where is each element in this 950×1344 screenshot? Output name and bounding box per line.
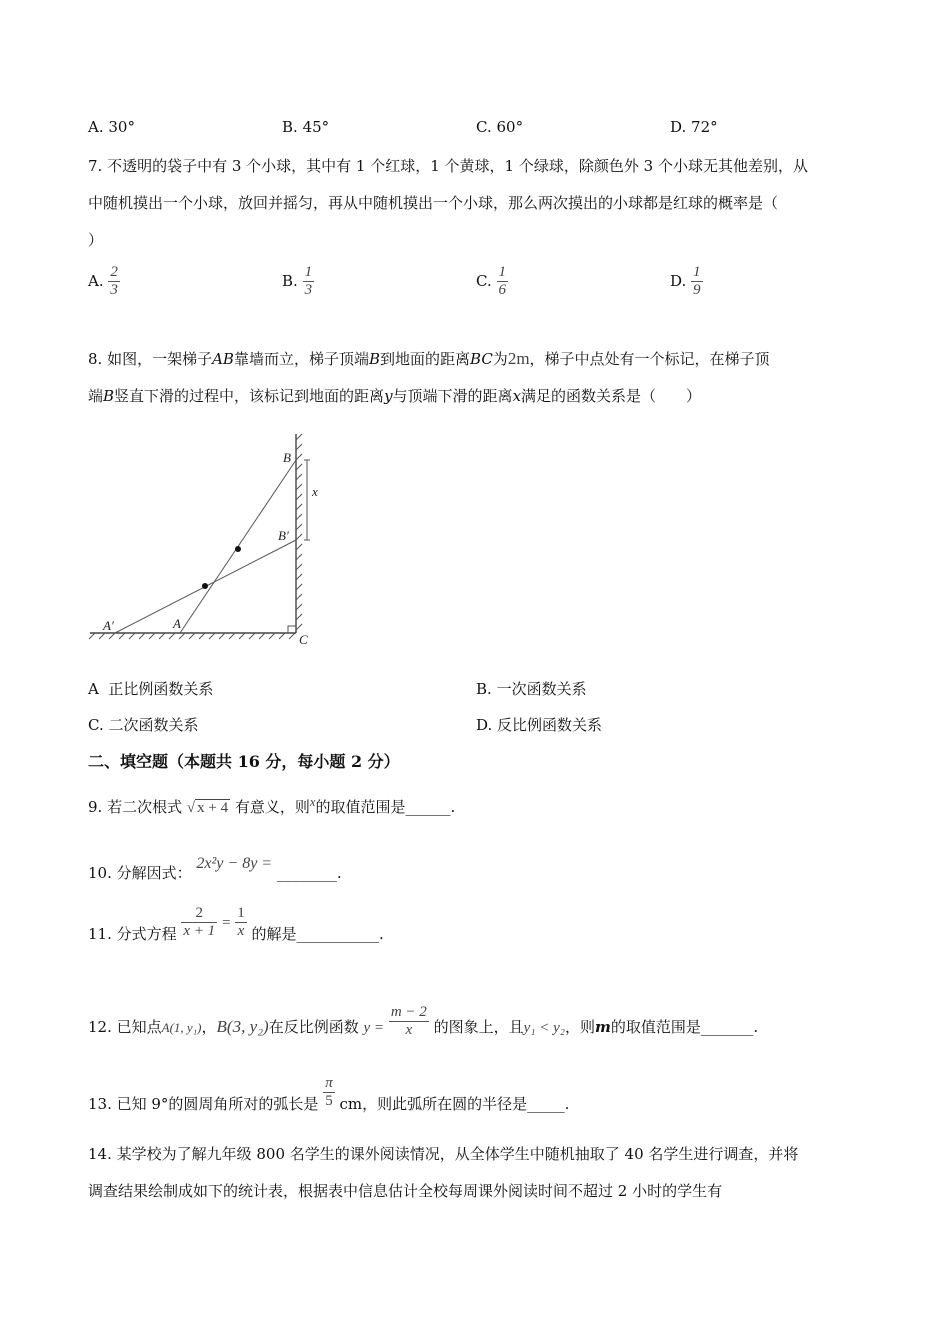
var-b: B: [103, 387, 115, 405]
text: ，则: [564, 1017, 595, 1036]
text: 9. 若二次根式: [88, 798, 183, 816]
text: 的解是___________.: [251, 924, 384, 943]
q7-option-d: [670, 264, 703, 300]
numerator: 1: [304, 264, 313, 280]
label-a: A: [173, 616, 181, 631]
q10: [88, 852, 862, 882]
option-text: 一次函数关系: [496, 680, 587, 698]
text: 为: [492, 350, 508, 368]
denominator: 3: [304, 282, 313, 299]
label-a-prime: A′: [103, 618, 114, 633]
denominator: 9: [693, 282, 701, 299]
ladder-figure: [85, 430, 325, 650]
midpoint-marker: [235, 546, 241, 552]
label-c: C: [299, 632, 308, 647]
label-x: x: [312, 484, 318, 499]
denominator: x: [235, 922, 247, 940]
inequality: y₁ < y₂: [523, 1019, 565, 1036]
option-text: 正比例函数关系: [108, 680, 214, 698]
text: ________.: [276, 864, 342, 882]
function-lhs: y =: [363, 1019, 385, 1036]
option-text: 30°: [108, 118, 135, 136]
numerator: 1: [693, 264, 701, 280]
text: 12. 已知点: [88, 1017, 162, 1036]
option-label: C.: [88, 716, 104, 734]
expression: 2x²y − 8y =: [196, 855, 273, 872]
option-text: 二次函数关系: [108, 716, 199, 734]
q6-option-a: [88, 118, 135, 136]
numerator: 1: [498, 264, 506, 280]
numerator: 1: [237, 905, 245, 921]
option-label: B.: [282, 118, 298, 136]
midpoint-marker: [202, 583, 208, 589]
ground-hatch: [89, 633, 295, 639]
var-x: x: [512, 387, 522, 405]
text: 11. 分式方程: [88, 924, 177, 943]
option-label: A.: [88, 118, 104, 136]
option-label: D.: [476, 716, 493, 734]
text: 到地面的距离: [380, 350, 471, 368]
q8-option-b: [476, 678, 587, 699]
fraction-left: [181, 905, 217, 941]
q6-option-d: [670, 118, 718, 136]
var-m: m: [594, 1017, 611, 1036]
q12: [88, 1004, 862, 1046]
fraction: [497, 264, 509, 300]
text: ，: [201, 1017, 217, 1036]
q8-option-d: [476, 714, 602, 735]
point-a: A(1, y₁): [161, 1019, 202, 1035]
text: 满足的函数关系是（ ）: [521, 387, 702, 405]
option-label: C.: [476, 271, 492, 290]
q9: [88, 795, 862, 817]
option-label: A.: [88, 271, 104, 290]
fraction: [691, 264, 703, 300]
distance-value: 2m: [507, 349, 530, 368]
text: 与顶端下滑的距离: [392, 387, 513, 405]
fraction: [303, 264, 315, 300]
fraction: [108, 264, 120, 300]
text: 的取值范围是_______.: [610, 1017, 759, 1036]
text: 10. 分解因式：: [88, 864, 192, 882]
point-b: B(3, y₂): [216, 1016, 269, 1036]
denominator: x + 1: [183, 923, 216, 940]
q13: [88, 1075, 862, 1111]
text: 有意义，则: [234, 798, 310, 816]
q14-line-1: 14. 某学校为了解九年级 800 名学生的课外阅读情况，从全体学生中随机抽取了 40 名学生进行调查，并将: [88, 1145, 799, 1163]
option-label: A: [88, 680, 99, 698]
var-x: x: [309, 795, 316, 809]
option-text: 反比例函数关系: [497, 716, 603, 734]
q6-option-b: [282, 118, 329, 136]
fraction-right: [235, 905, 247, 941]
wall-hatch: [296, 434, 302, 630]
denominator: 5: [323, 1092, 335, 1110]
q7-option-b: [282, 264, 314, 300]
q11: [88, 905, 862, 941]
denominator: 6: [498, 282, 506, 299]
equals-sign: =: [221, 914, 231, 931]
text: 的取值范围是______.: [315, 798, 456, 816]
radicand: x + 4: [197, 800, 229, 816]
option-label: C.: [476, 118, 492, 136]
text: 靠墙而立，梯子顶端: [233, 350, 369, 368]
numerator: π: [325, 1075, 333, 1091]
option-text: 60°: [496, 118, 524, 136]
text: 竖直下滑的过程中，该标记到地面的距离: [114, 387, 385, 405]
label-b: B: [283, 450, 291, 465]
option-text: 45°: [302, 118, 330, 136]
q8-line-2: [88, 385, 862, 406]
q7-line-1: 7. 不透明的袋子中有 3 个小球，其中有 1 个红球，1 个黄球，1 个绿球，除颜色外 3 个小球无其他差别，从: [88, 157, 808, 175]
option-text: 72°: [691, 118, 718, 136]
sqrt-expression: √ x + 4: [186, 800, 229, 816]
text: ，梯子中点处有一个标记，在梯子顶: [529, 350, 770, 368]
text: 在反比例函数: [268, 1017, 359, 1036]
var-ab: AB: [212, 350, 234, 368]
text: 13. 已知 9°的圆周角所对的弧长是: [88, 1094, 319, 1113]
numerator: 2: [195, 905, 204, 921]
text: cm，则此弧所在圆的半径是_____.: [339, 1094, 570, 1113]
q7-option-a: [88, 264, 120, 300]
var-b: B: [368, 350, 380, 368]
var-y: y: [384, 387, 393, 405]
option-label: D.: [670, 271, 687, 290]
section-heading: 二、填空题（本题共 16 分，每小题 2 分）: [88, 752, 400, 771]
option-label: D.: [670, 118, 687, 136]
label-b-prime: B′: [278, 528, 289, 543]
text: 的图象上，且: [433, 1017, 524, 1036]
q7-option-c: [476, 264, 508, 300]
fraction: [389, 1004, 429, 1040]
q7-line-2: 中随机摸出一个小球，放回并摇匀，再从中随机摸出一个小球，那么两次摸出的小球都是红球的概率是（: [88, 194, 779, 212]
q8-option-c: [88, 714, 199, 735]
numerator: 2: [110, 264, 118, 280]
q8-option-a: [88, 678, 213, 699]
fraction: [323, 1075, 335, 1111]
denominator: 3: [110, 282, 118, 299]
option-label: B.: [282, 271, 298, 290]
q14-line-2: 调查结果绘制成如下的统计表，根据表中信息估计全校每周课外阅读时间不超过 2 小时的学生有: [88, 1182, 723, 1200]
text: 8. 如图，一架梯子: [88, 350, 213, 368]
q6-option-c: [476, 118, 523, 136]
option-label: B.: [476, 680, 492, 698]
denominator: x: [389, 1021, 429, 1039]
q7-line-3: ）: [88, 231, 104, 249]
var-bc: BC: [470, 350, 493, 368]
text: 端: [88, 387, 104, 405]
numerator: m − 2: [390, 1004, 427, 1020]
q8-line-1: [88, 348, 862, 369]
